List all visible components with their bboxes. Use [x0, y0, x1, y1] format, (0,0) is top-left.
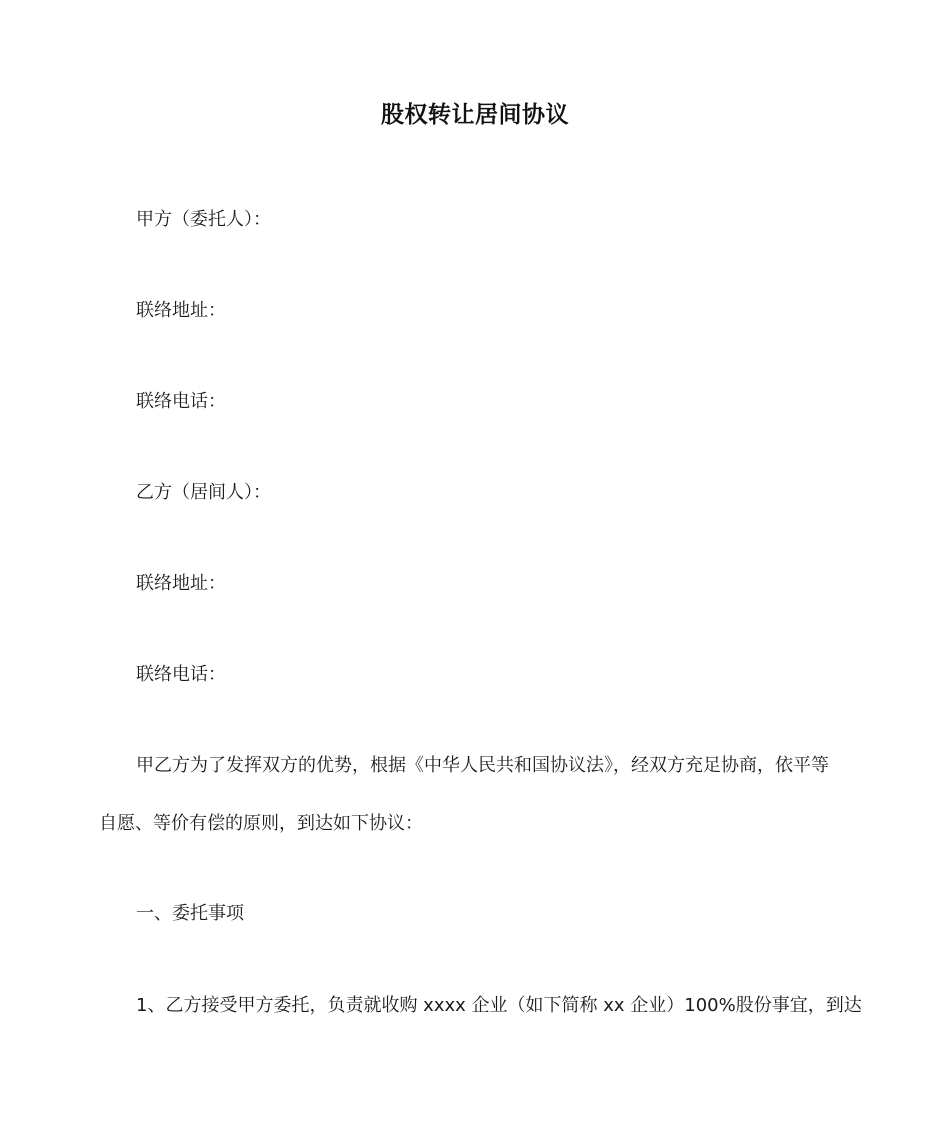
party-b-label: 乙方（居间人）：: [136, 482, 271, 503]
party-b-address-label: 联络地址：: [136, 573, 226, 594]
party-a-label: 甲方（委托人）：: [136, 209, 271, 230]
party-a-address-label: 联络地址：: [136, 300, 226, 321]
section-1-heading: 一、委托事项: [136, 903, 244, 924]
preamble-line-2: 自愿、等价有偿的原则，到达如下协议：: [99, 813, 423, 834]
party-a-phone-label: 联络电话：: [136, 391, 226, 412]
preamble-line-1: 甲乙方为了发挥双方的优势，根据《中华人民共和国协议法》，经双方充足协商，依平等: [136, 755, 829, 776]
document-title: 股权转让居间协议: [381, 102, 569, 128]
section-1-clause-1-line-1: 1、乙方接受甲方委托，负责就收购 xxxx 企业（如下简称 xx 企业）100%股份事宜，到达: [136, 995, 862, 1016]
party-b-phone-label: 联络电话：: [136, 664, 226, 685]
